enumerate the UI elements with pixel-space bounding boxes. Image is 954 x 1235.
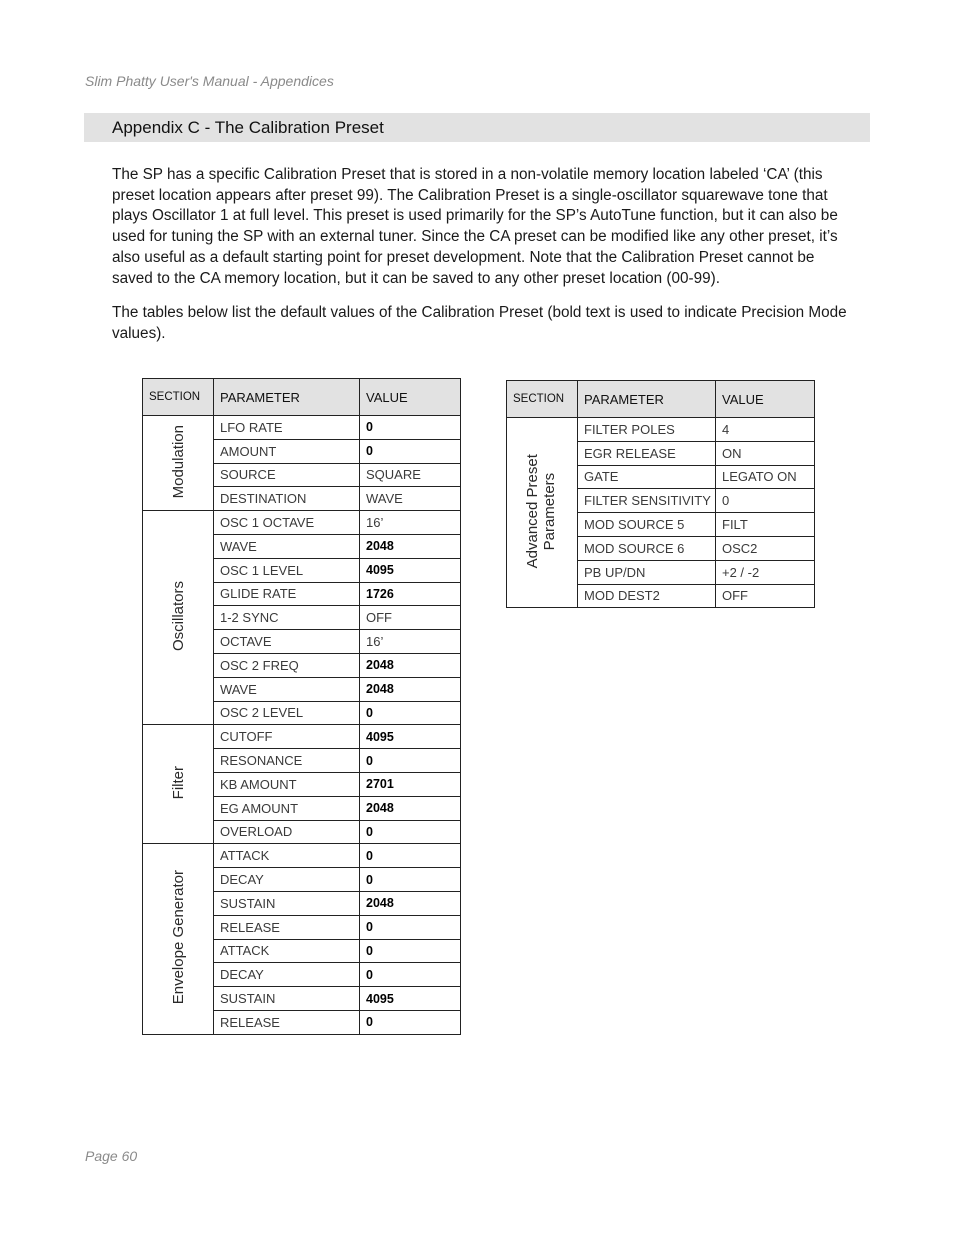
parameter-cell: LFO RATE xyxy=(214,416,360,440)
parameter-cell: OSC 2 LEVEL xyxy=(214,701,360,725)
table-row xyxy=(143,511,461,535)
section-group-label: Oscillators xyxy=(169,581,187,652)
parameter-cell: MOD DEST2 xyxy=(578,584,716,608)
value-cell: 4095 xyxy=(360,987,461,1011)
value-cell: 2048 xyxy=(360,891,461,915)
section-title: Appendix C - The Calibration Preset xyxy=(112,118,384,137)
value-cell: 0 xyxy=(360,749,461,773)
value-cell: 4 xyxy=(716,418,815,442)
parameter-cell: DESTINATION xyxy=(214,487,360,511)
value-cell: 0 xyxy=(360,701,461,725)
section-group-cell xyxy=(143,844,214,1034)
value-cell: 0 xyxy=(716,489,815,513)
parameter-cell: MOD SOURCE 6 xyxy=(578,536,716,560)
value-cell: 4095 xyxy=(360,558,461,582)
parameter-cell: CUTOFF xyxy=(214,725,360,749)
parameter-cell: 1-2 SYNC xyxy=(214,606,360,630)
value-cell: 0 xyxy=(360,963,461,987)
parameter-cell: OVERLOAD xyxy=(214,820,360,844)
section-group-label: Envelope Generator xyxy=(169,870,187,1005)
parameter-cell: ATTACK xyxy=(214,939,360,963)
value-cell: 0 xyxy=(360,868,461,892)
value-cell: WAVE xyxy=(360,487,461,511)
section-column-header: SECTION xyxy=(507,381,578,418)
section-band xyxy=(84,113,870,142)
section-group-label: Advanced Preset Parameters xyxy=(524,454,558,569)
value-cell: 0 xyxy=(360,939,461,963)
table-header-row xyxy=(143,379,461,416)
parameter-cell: DECAY xyxy=(214,963,360,987)
value-cell: 16’ xyxy=(360,630,461,654)
parameter-cell: OCTAVE xyxy=(214,630,360,654)
calibration-preset-table xyxy=(142,378,461,1035)
table-body xyxy=(507,418,815,608)
value-cell: 2048 xyxy=(360,534,461,558)
value-cell: ON xyxy=(716,441,815,465)
parameter-cell: GLIDE RATE xyxy=(214,582,360,606)
parameter-cell: EGR RELEASE xyxy=(578,441,716,465)
section-group-label: Modulation xyxy=(169,424,187,499)
value-cell: 4095 xyxy=(360,725,461,749)
parameter-cell: SUSTAIN xyxy=(214,891,360,915)
section-group-cell xyxy=(507,418,578,608)
parameter-cell: ATTACK xyxy=(214,844,360,868)
section-group-cell xyxy=(143,511,214,725)
parameter-cell: RELEASE xyxy=(214,915,360,939)
value-cell: OFF xyxy=(716,584,815,608)
parameter-cell: EG AMOUNT xyxy=(214,796,360,820)
section-group-cell xyxy=(143,725,214,844)
value-cell: OSC2 xyxy=(716,536,815,560)
parameter-column-header: PARAMETER xyxy=(214,379,360,416)
section-group-label: Filter xyxy=(169,766,187,800)
value-cell: 0 xyxy=(360,439,461,463)
table-row xyxy=(143,416,461,440)
advanced-preset-table xyxy=(506,380,815,608)
value-cell: 0 xyxy=(360,1010,461,1034)
value-cell: 1726 xyxy=(360,582,461,606)
intro-paragraph: The SP has a specific Calibration Preset that is stored in a non-volatile memory location labeled ‘CA’ (this preset location appears after preset 99). The Calibration Preset is a single-oscillator squarewave tone that plays Oscillator 1 at full level. This preset is used primarily for the SP’s AutoTune function, but it can also be used for tuning the SP with an external tuner. Since the CA preset can be modified like any other preset, it’s also useful as a default starting point for preset development. Note that the Calibration Preset cannot be saved to the CA memory location, but it can be saved to any other preset location (00-99). xyxy=(112,166,838,287)
value-cell: 0 xyxy=(360,416,461,440)
value-cell: FILT xyxy=(716,513,815,537)
parameter-cell: OSC 1 OCTAVE xyxy=(214,511,360,535)
value-cell: 0 xyxy=(360,844,461,868)
parameter-cell: KB AMOUNT xyxy=(214,772,360,796)
table-row xyxy=(507,418,815,442)
value-column-header: VALUE xyxy=(360,379,461,416)
parameter-cell: SUSTAIN xyxy=(214,987,360,1011)
value-cell: 0 xyxy=(360,915,461,939)
value-cell: 16’ xyxy=(360,511,461,535)
parameter-cell: GATE xyxy=(578,465,716,489)
table-header-row xyxy=(507,381,815,418)
parameter-cell: RELEASE xyxy=(214,1010,360,1034)
parameter-cell: SOURCE xyxy=(214,463,360,487)
value-column-header: VALUE xyxy=(716,381,815,418)
value-cell: 2048 xyxy=(360,796,461,820)
table-row xyxy=(143,725,461,749)
value-cell: +2 / -2 xyxy=(716,560,815,584)
parameter-cell: DECAY xyxy=(214,868,360,892)
parameter-cell: OSC 1 LEVEL xyxy=(214,558,360,582)
value-cell: 2701 xyxy=(360,772,461,796)
parameter-cell: PB UP/DN xyxy=(578,560,716,584)
section-group-cell xyxy=(143,416,214,511)
table-body xyxy=(143,416,461,1035)
section-column-header: SECTION xyxy=(143,379,214,416)
parameter-cell: MOD SOURCE 5 xyxy=(578,513,716,537)
value-cell: SQUARE xyxy=(360,463,461,487)
running-header: Slim Phatty User's Manual - Appendices xyxy=(85,73,334,89)
parameter-cell: FILTER SENSITIVITY xyxy=(578,489,716,513)
parameter-cell: FILTER POLES xyxy=(578,418,716,442)
value-cell: 2048 xyxy=(360,677,461,701)
value-cell: 0 xyxy=(360,820,461,844)
parameter-cell: RESONANCE xyxy=(214,749,360,773)
parameter-cell: WAVE xyxy=(214,677,360,701)
parameter-cell: OSC 2 FREQ xyxy=(214,653,360,677)
tables-note-paragraph: The tables below list the default values of the Calibration Preset (bold text is used to indicate Precision Mode values). xyxy=(112,304,847,342)
page-number: Page 60 xyxy=(85,1148,138,1164)
parameter-cell: AMOUNT xyxy=(214,439,360,463)
parameter-cell: WAVE xyxy=(214,534,360,558)
table-row xyxy=(143,844,461,868)
value-cell: OFF xyxy=(360,606,461,630)
value-cell: 2048 xyxy=(360,653,461,677)
parameter-column-header: PARAMETER xyxy=(578,381,716,418)
value-cell: LEGATO ON xyxy=(716,465,815,489)
